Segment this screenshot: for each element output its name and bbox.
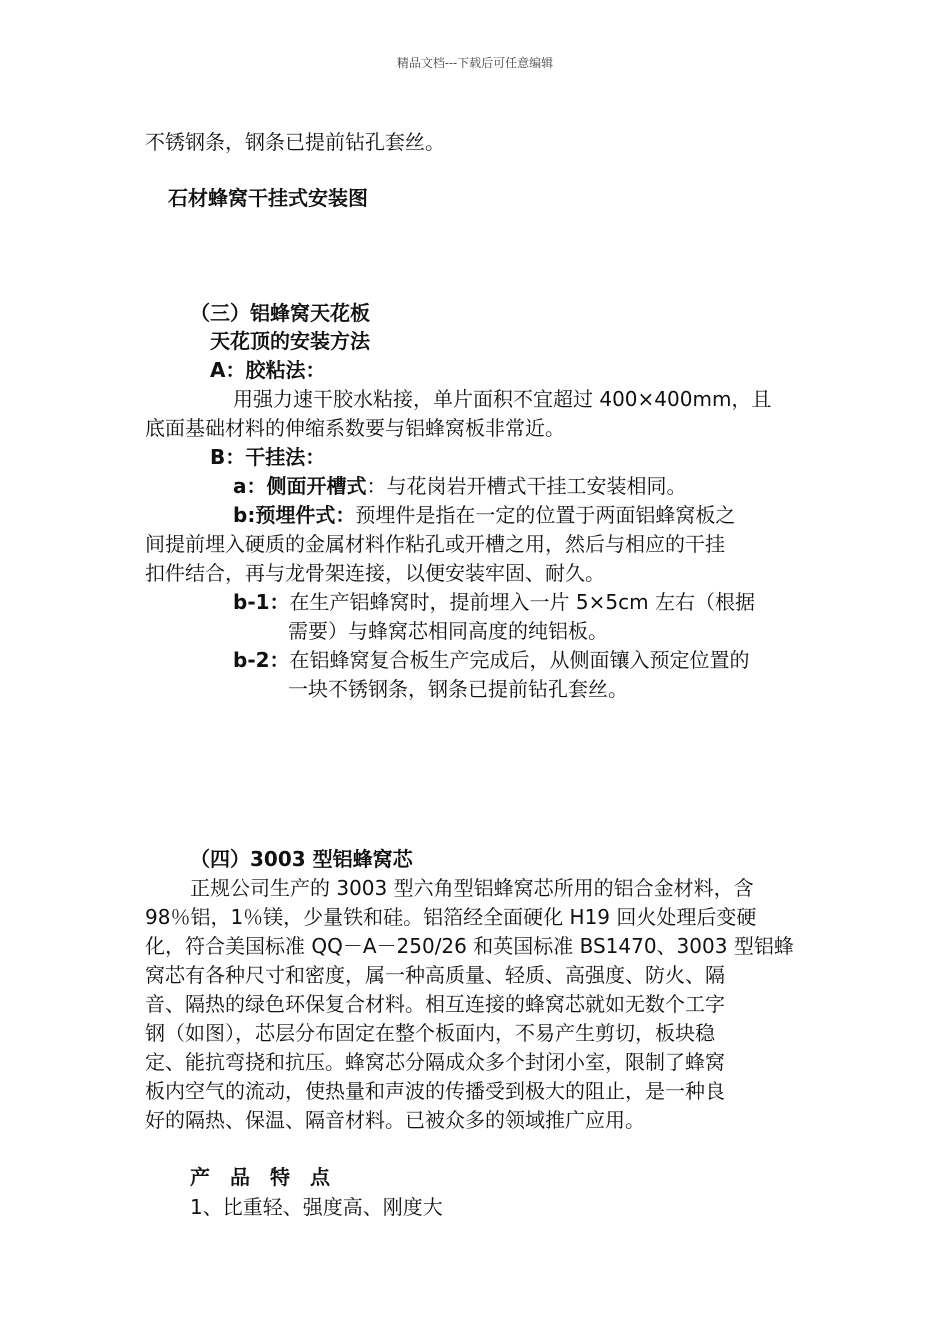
subsection-heading: 天花顶的安装方法 xyxy=(210,329,370,353)
text-line: 音、隔热的绿色环保复合材料。相互连接的蜂窝芯就如无数个工字 xyxy=(145,992,725,1016)
item-label: b-1： xyxy=(233,590,290,614)
text-line: 定、能抗弯挠和抗压。蜂窝芯分隔成众多个封闭小室，限制了蜂窝 xyxy=(145,1050,725,1074)
item-label: a：侧面开槽式 xyxy=(233,474,367,498)
text-line: 好的隔热、保温、隔音材料。已被众多的领域推广应用。 xyxy=(145,1108,645,1132)
text-line: 窝芯有各种尺寸和密度，属一种高质量、轻质、高强度、防火、隔 xyxy=(145,963,725,987)
text-line: 板内空气的流动，使热量和声波的传播受到极大的阻止，是一种良 xyxy=(145,1079,725,1103)
page-header: 精品文档---下载后可任意编辑 xyxy=(396,56,554,70)
figure-caption: 石材蜂窝干挂式安装图 xyxy=(168,186,368,210)
method-heading-b: B：干挂法： xyxy=(210,445,326,469)
item-text: 在生产铝蜂窝时，提前埋入一片 5×5cm 左右（根据 xyxy=(289,590,755,614)
text-line: 间提前埋入硬质的金属材料作粘孔或开槽之用，然后与相应的干挂 xyxy=(145,532,725,556)
text-line: 需要）与蜂窝芯相同高度的纯铝板。 xyxy=(288,619,608,643)
text-line: 底面基础材料的伸缩系数要与铝蜂窝板非常近。 xyxy=(145,416,565,440)
text-line xyxy=(233,646,750,674)
text-line: 98％铝，1％镁，少量铁和硅。铝箔经全面硬化 H19 回火处理后变硬 xyxy=(145,905,757,929)
text-line: 不锈钢条，钢条已提前钻孔套丝。 xyxy=(145,130,445,154)
text-line xyxy=(233,588,755,616)
text-line: 钢（如图），芯层分布固定在整个板面内，不易产生剪切，板块稳 xyxy=(145,1021,715,1045)
item-text: ：与花岗岩开槽式干挂工安装相同。 xyxy=(366,474,687,498)
text-line: 化，符合美国标准 QQ－A－250/26 和英国标准 BS1470、3003 型铝蜂 xyxy=(145,934,794,958)
item-label: b:预埋件式： xyxy=(233,503,356,527)
item-text: 预埋件是指在一定的位置于两面铝蜂窝板之 xyxy=(355,503,736,527)
section-heading: （三）铝蜂窝天花板 xyxy=(190,301,370,325)
item-text: 在铝蜂窝复合板生产完成后，从侧面镶入预定位置的 xyxy=(289,648,750,672)
section-heading: （四）3003 型铝蜂窝芯 xyxy=(190,847,413,871)
method-heading-a: A：胶粘法： xyxy=(210,358,326,382)
text-line: 用强力速干胶水粘接，单片面积不宜超过 400×400mm，且 xyxy=(233,387,772,411)
text-line: 正规公司生产的 3003 型六角型铝蜂窝芯所用的铝合金材料，含 xyxy=(190,876,754,900)
item-label: b-2： xyxy=(233,648,290,672)
text-line: 一块不锈钢条，钢条已提前钻孔套丝。 xyxy=(288,677,628,701)
features-heading: 产 品 特 点 xyxy=(190,1165,330,1189)
text-line: 扣件结合，再与龙骨架连接，以便安装牢固、耐久。 xyxy=(145,561,605,585)
list-item: 1、比重轻、强度高、刚度大 xyxy=(190,1195,443,1219)
text-line xyxy=(233,501,735,529)
text-line xyxy=(233,472,687,500)
